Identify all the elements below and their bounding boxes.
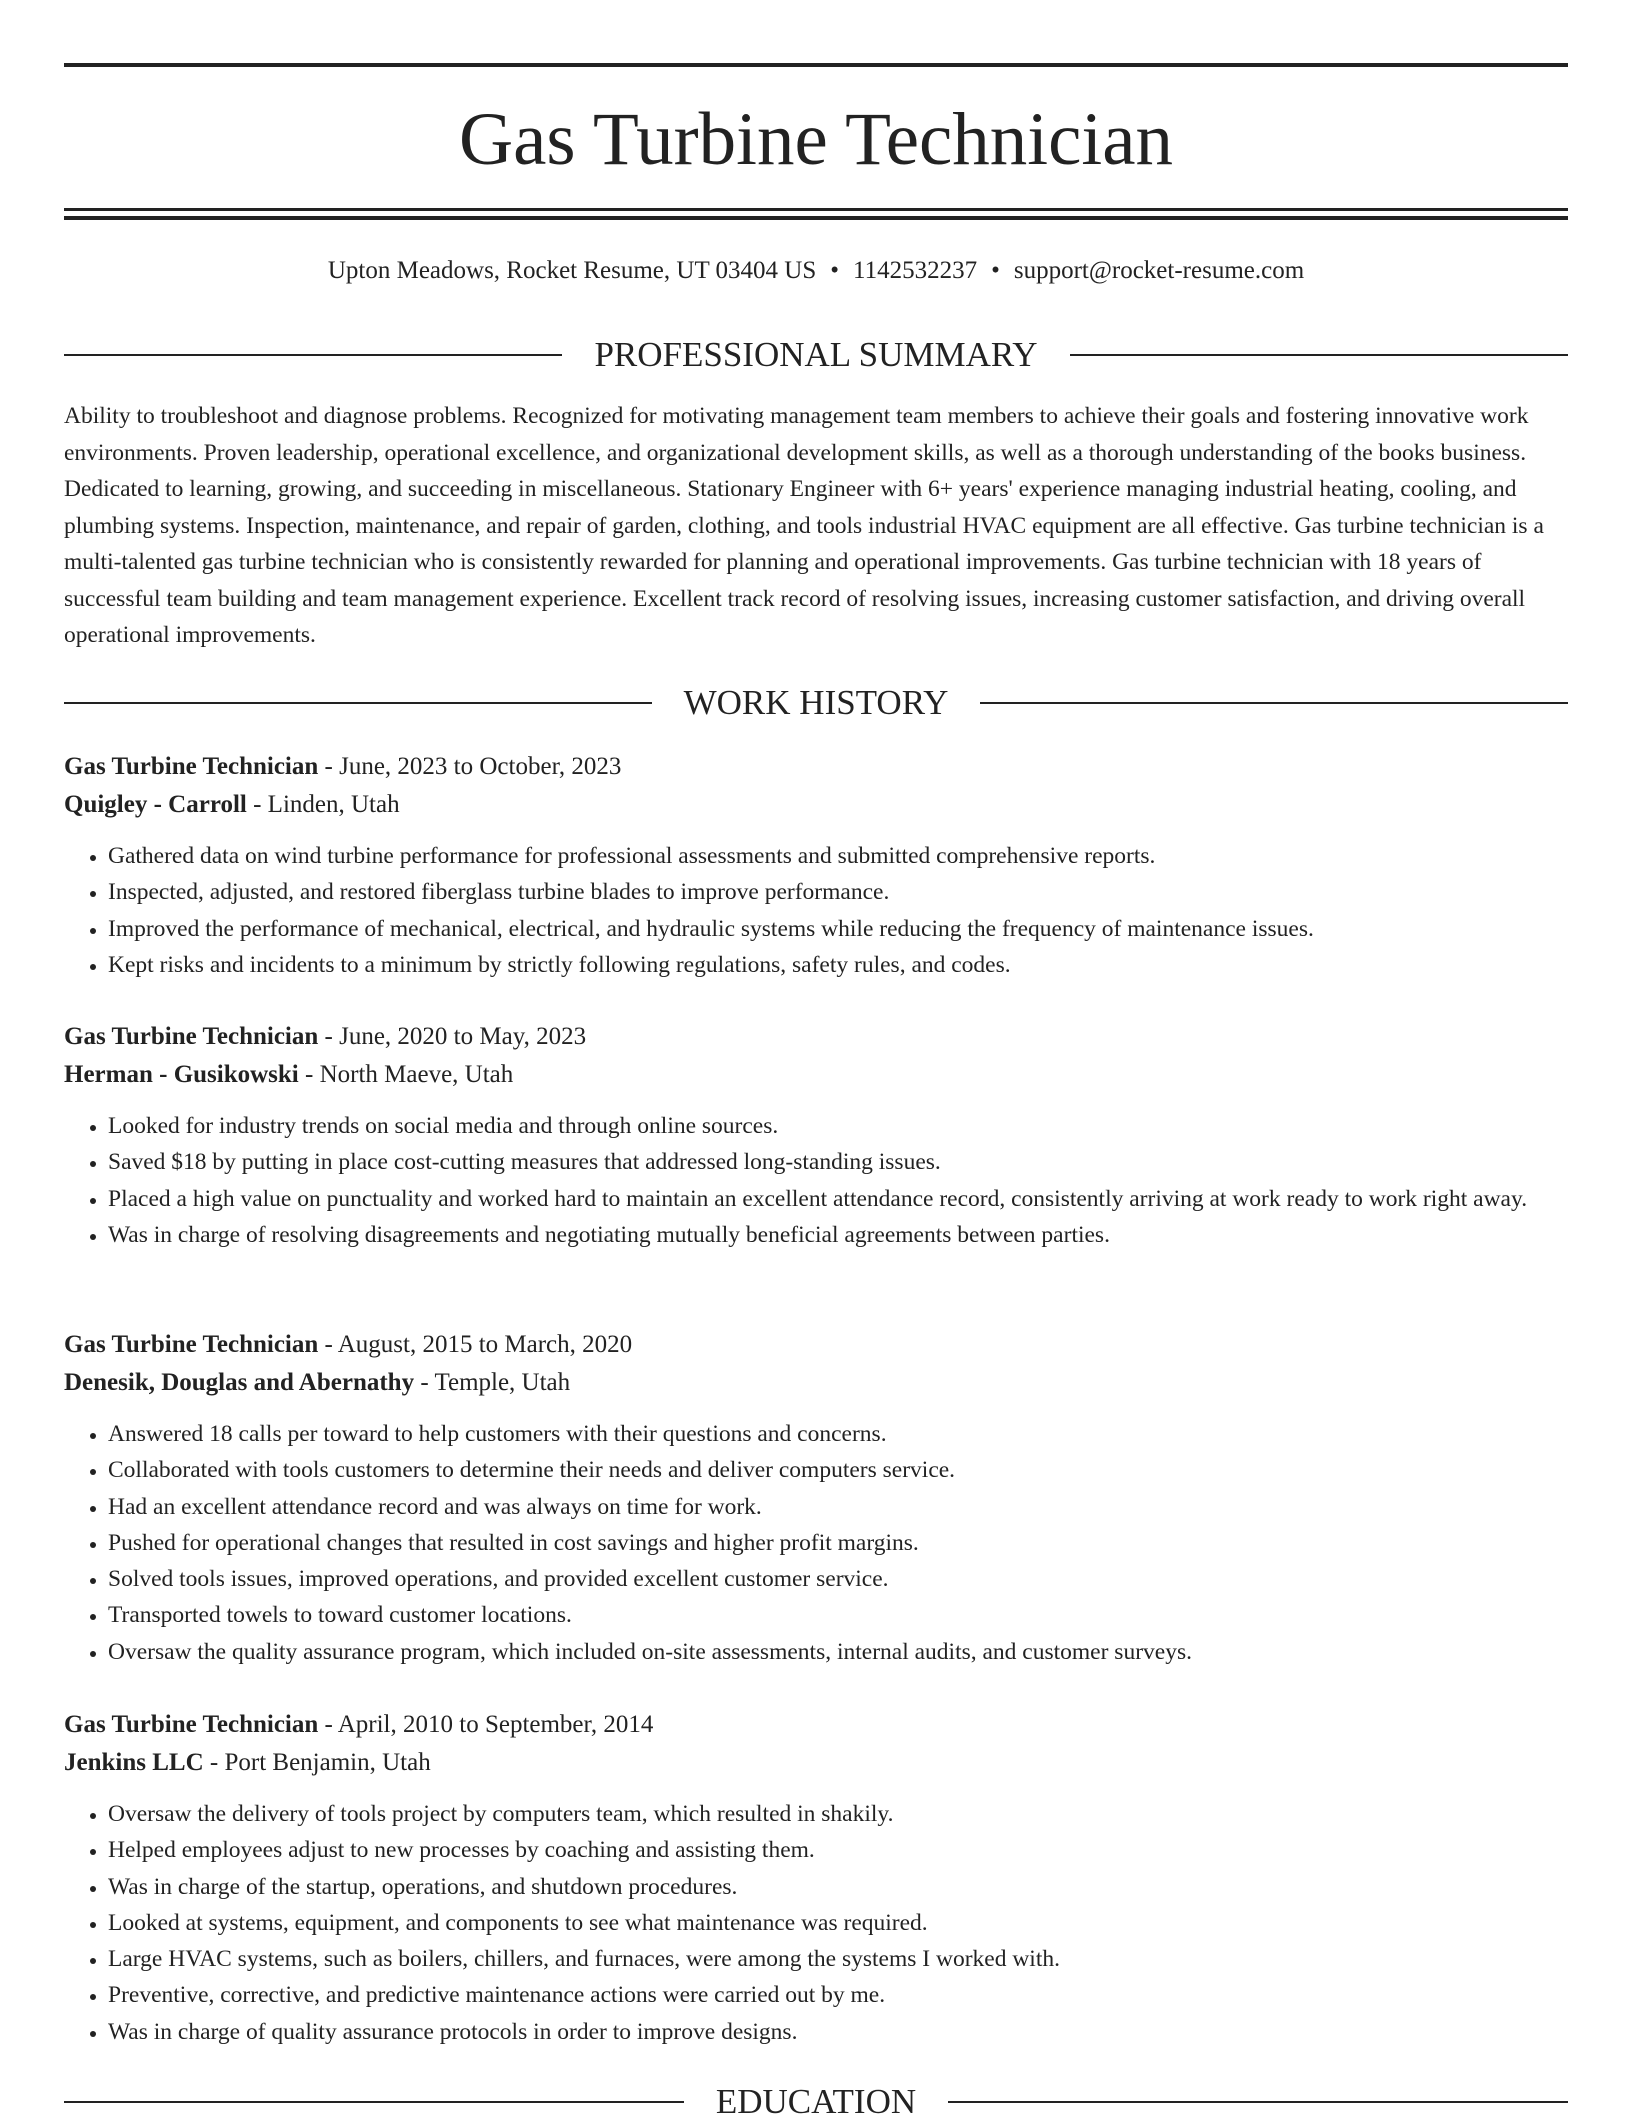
- job-entry: [64, 1018, 1568, 1253]
- section-title: PROFESSIONAL SUMMARY: [594, 335, 1038, 374]
- job-bullet: • Saved $18 by putting in place cost-cutting measures that addressed long-standing issues.: [108, 1144, 1568, 1180]
- job-location: - Temple, Utah: [414, 1369, 571, 1396]
- job-location: - North Maeve, Utah: [298, 1061, 514, 1088]
- job-title-line: [64, 1326, 1568, 1364]
- job-company: Quigley - Carroll: [64, 791, 247, 818]
- job-bullet: • Collaborated with tools customers to determine their needs and deliver computers service.: [108, 1452, 1568, 1488]
- contact-email: support@rocket-resume.com: [1013, 257, 1305, 284]
- title-rule-upper: [64, 208, 1568, 211]
- job-bullet: • Gathered data on wind turbine performance for professional assessments and submitted comprehensive reports.: [108, 838, 1568, 874]
- job-company-line: [64, 1364, 1568, 1402]
- section-rule-right: [948, 2101, 1568, 2103]
- job-bullet-list: [64, 1108, 1568, 1253]
- job-title: Gas Turbine Technician: [64, 1331, 319, 1358]
- summary-text: Ability to troubleshoot and diagnose problems. Recognized for motivating management team members to achieve their goals and fostering innovative work environments. Proven leadership, operational excellence, and organizational development skills, as well as a thorough understanding of the books business. Dedicated to learning, growing, and succeeding in miscellaneous. Stationary Engineer with 6+ years' experience managing industrial heating, cooling, and plumbing systems. Inspection, maintenance, and repair of garden, clothing, and tools industrial HVAC equipment are all effective. Gas turbine technician is a multi-talented gas turbine technician who is consistently rewarded for planning and operational improvements. Gas turbine technician with 18 years of successful team building and team management experience. Excellent track record of resolving issues, increasing customer satisfaction, and driving overall operational improvements.: [64, 403, 1544, 648]
- job-entry: [64, 1326, 1568, 1670]
- job-bullet: • Pushed for operational changes that resulted in cost savings and higher profit margins.: [108, 1525, 1568, 1561]
- job-bullet: • Improved the performance of mechanical, electrical, and hydraulic systems while reducing the frequency of maintenance issues.: [108, 911, 1568, 947]
- section-heading-education: [64, 2080, 1568, 2124]
- title-rule-lower: [64, 216, 1568, 220]
- top-rule: [64, 63, 1568, 67]
- job-title-line: [64, 1018, 1568, 1056]
- job-bullet-list: [64, 838, 1568, 983]
- job-company: Denesik, Douglas and Abernathy: [64, 1369, 415, 1396]
- job-dates: - August, 2015 to March, 2020: [318, 1331, 633, 1358]
- job-bullet: • Placed a high value on punctuality and worked hard to maintain an excellent attendance record, consistently arriving at work ready to work right away.: [108, 1181, 1568, 1217]
- job-company-line: [64, 1744, 1568, 1782]
- job-bullet-list: [64, 1416, 1568, 1670]
- section-heading-summary: [64, 333, 1568, 377]
- job-bullet: • Answered 18 calls per toward to help customers with their questions and concerns.: [108, 1416, 1568, 1452]
- job-bullet: • Looked at systems, equipment, and components to see what maintenance was required.: [108, 1905, 1568, 1941]
- job-location: - Port Benjamin, Utah: [203, 1749, 431, 1776]
- job-bullet: • Large HVAC systems, such as boilers, chillers, and furnaces, were among the systems I worked with.: [108, 1941, 1568, 1977]
- job-dates: - April, 2010 to September, 2014: [318, 1711, 654, 1738]
- job-bullet: • Inspected, adjusted, and restored fiberglass turbine blades to improve performance.: [108, 874, 1568, 910]
- job-bullet: • Kept risks and incidents to a minimum by strictly following regulations, safety rules, and codes.: [108, 947, 1568, 983]
- job-title-line: [64, 1706, 1568, 1744]
- section-rule-right: [1070, 354, 1568, 356]
- job-bullet: • Was in charge of quality assurance protocols in order to improve designs.: [108, 2014, 1568, 2050]
- section-rule-left: [64, 702, 652, 704]
- job-bullet: • Was in charge of the startup, operations, and shutdown procedures.: [108, 1869, 1568, 1905]
- job-bullet-list: [64, 1796, 1568, 2050]
- job-bullet: • Helped employees adjust to new processes by coaching and assisting them.: [108, 1832, 1568, 1868]
- section-title: WORK HISTORY: [683, 683, 949, 722]
- contact-separator: •: [830, 257, 840, 284]
- job-company: Herman - Gusikowski: [64, 1061, 299, 1088]
- job-company-line: [64, 786, 1568, 824]
- job-company-line: [64, 1056, 1568, 1094]
- section-title: EDUCATION: [715, 2082, 917, 2121]
- job-bullet: • Solved tools issues, improved operations, and provided excellent customer service.: [108, 1561, 1568, 1597]
- job-title-line: [64, 748, 1568, 786]
- job-title: Gas Turbine Technician: [64, 1023, 319, 1050]
- contact-separator: •: [991, 257, 1000, 284]
- job-entry: [64, 1706, 1568, 2050]
- section-rule-left: [64, 2101, 684, 2103]
- page-title: Gas Turbine Technician: [458, 98, 1174, 181]
- job-company: Jenkins LLC: [64, 1749, 204, 1776]
- section-heading-work: [64, 681, 1568, 725]
- contact-address: Upton Meadows, Rocket Resume, UT 03404 US: [327, 257, 817, 284]
- job-bullet: • Looked for industry trends on social media and through online sources.: [108, 1108, 1568, 1144]
- job-bullet: • Transported towels to toward customer locations.: [108, 1597, 1568, 1633]
- section-rule-left: [64, 354, 562, 356]
- job-bullet: • Was in charge of resolving disagreements and negotiating mutually beneficial agreements between parties.: [108, 1217, 1568, 1253]
- section-rule-right: [980, 702, 1568, 704]
- job-location: - Linden, Utah: [246, 791, 400, 818]
- job-dates: - June, 2020 to May, 2023: [318, 1023, 587, 1050]
- job-title: Gas Turbine Technician: [64, 753, 319, 780]
- job-bullet: • Oversaw the quality assurance program, which included on-site assessments, internal audits, and customer surveys.: [108, 1634, 1568, 1670]
- job-bullet: • Had an excellent attendance record and was always on time for work.: [108, 1489, 1568, 1525]
- job-entry: [64, 748, 1568, 983]
- contact-phone: 1142532237: [853, 257, 978, 284]
- contact-line: [64, 254, 1568, 288]
- job-title: Gas Turbine Technician: [64, 1711, 319, 1738]
- job-dates: - June, 2023 to October, 2023: [318, 753, 622, 780]
- job-bullet: • Oversaw the delivery of tools project by computers team, which resulted in shakily.: [108, 1796, 1568, 1832]
- job-bullet: • Preventive, corrective, and predictive maintenance actions were carried out by me.: [108, 1977, 1568, 2013]
